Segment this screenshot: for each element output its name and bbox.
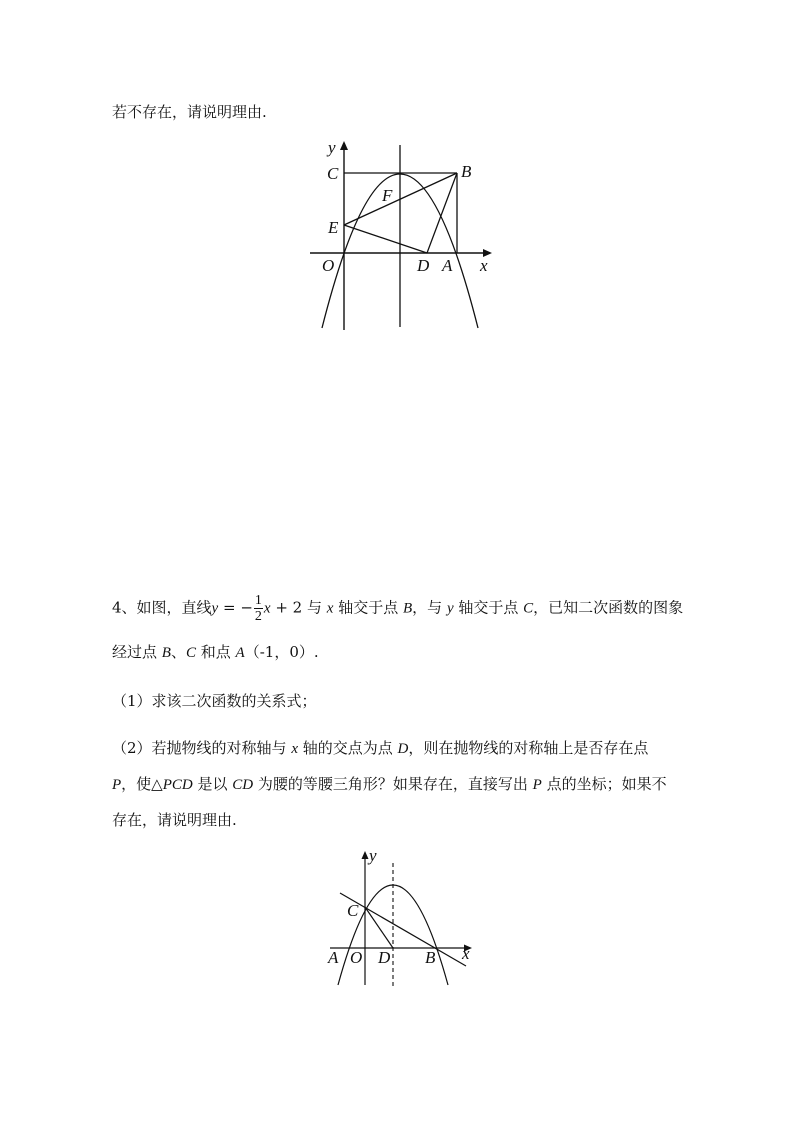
q4-l2-text-c: 和点 [195,643,236,661]
point-P: P [112,777,122,793]
q4-part-1-text: （1）求该二次函数的关系式； [112,692,317,710]
q4-l2-text-a: 经过点 [112,643,162,661]
q4-l2-text-b: 、 [170,643,186,661]
fig2-label-y: y [369,846,377,865]
continuation-text-content: 若不存在，请说明理由. [112,103,267,121]
q4-part-2-line-3 [112,809,237,830]
q4-l2-text-d: （-1，0）. [244,643,319,661]
point-D: D [397,741,409,757]
fig2-label-O: O [350,948,363,967]
fig1-label-D: D [417,256,430,275]
q4-l4-text-a: （2）若抛物线的对称轴与 [112,739,292,757]
fig2-label-C: C [347,901,359,920]
fig1-label-A: A [442,256,453,275]
var-x: x [263,600,271,617]
fig2-y-arrow [362,851,369,859]
var-x: x [326,600,334,617]
figure-2 [320,845,480,995]
q4-text-f: ，已知二次函数的图象 [533,598,684,617]
fraction-denominator: 2 [254,609,262,624]
fig2-label-A: A [328,948,339,967]
q4-text-c: 轴交于点 [333,598,403,617]
q4-l5-text-a: ，使△ [121,775,163,793]
q4-part-1 [112,690,317,711]
q4-text-b: + 2 与 [270,598,327,617]
var-x: x [291,741,298,757]
point-C: C [523,600,534,617]
q4-line-2 [112,641,319,662]
fig1-label-x: x [480,256,488,275]
continuation-text [112,101,267,122]
q4-intro-text: 4、如图，直线 [112,598,212,617]
q4-line-1 [112,593,683,624]
fig1-label-B: B [461,162,472,181]
fraction-numerator: 1 [254,593,262,608]
point-C: C [185,645,196,661]
q4-l4-text-b: 轴的交点为点 [298,739,398,757]
q4-part-2-line-2 [112,773,667,794]
q4-text-e: 轴交于点 [453,598,524,617]
fig1-segment-ED [344,225,427,253]
fig2-label-x: x [462,944,470,963]
point-A: A [235,645,245,661]
equals-minus: = − [218,598,253,617]
fig1-label-F: F [382,186,393,205]
segment-CD: CD [232,777,254,793]
fig1-label-y: y [328,138,336,157]
fig1-label-C: C [327,164,339,183]
fig1-label-O: O [322,256,335,275]
q4-l5-text-d: 点的坐标；如果不 [541,775,667,793]
q4-l5-text-c: 为腰的等腰三角形？如果存在，直接写出 [253,775,533,793]
q4-l5-text-b: 是以 [192,775,233,793]
var-y: y [211,600,219,617]
q4-l6-text: 存在，请说明理由. [112,811,237,829]
fig2-label-B: B [425,948,436,967]
fig2-segment-CD [365,907,393,948]
point-B: B [161,645,171,661]
fig1-label-E: E [328,218,339,237]
figure-1 [300,135,500,335]
q4-part-2-line-1 [112,737,648,758]
q4-text-d: ，与 [412,598,447,617]
fig2-label-D: D [378,948,391,967]
q4-l4-text-c: ，则在抛物线的对称轴上是否存在点 [408,739,649,757]
triangle-PCD: PCD [162,777,193,793]
fraction-one-half [254,593,263,624]
var-y: y [446,600,454,617]
point-P: P [532,777,542,793]
point-B: B [402,600,413,617]
fig1-y-arrow [340,141,348,150]
